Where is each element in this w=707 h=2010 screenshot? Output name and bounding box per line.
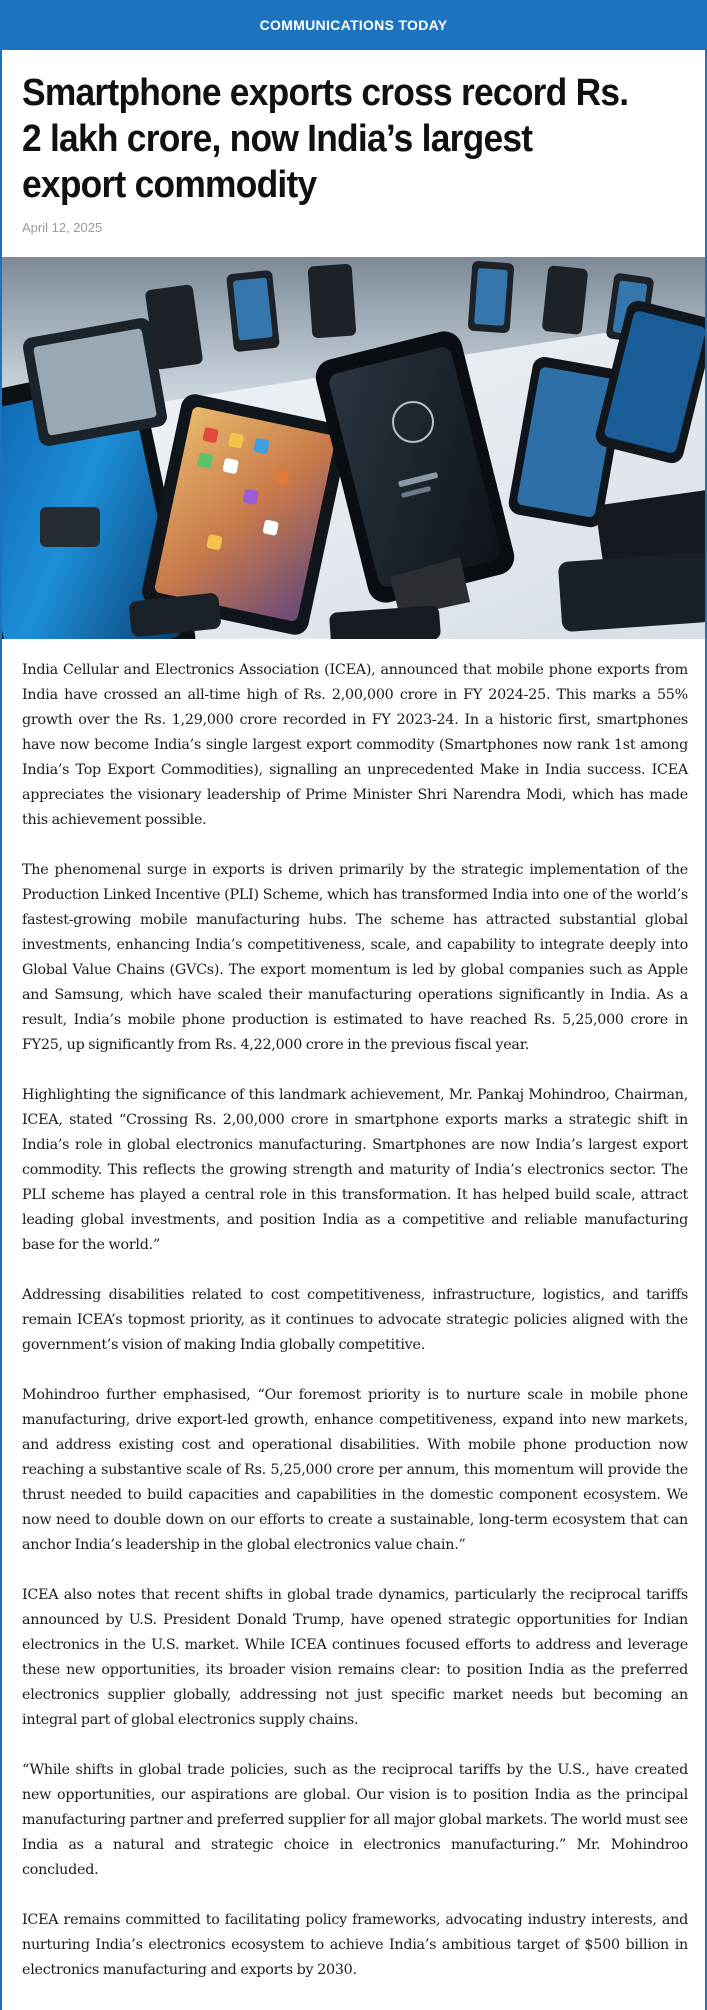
article-paragraph: Mohindroo further emphasised, “Our foremost priority is to nurture scale in mobile phone manufacturing, drive export-led growth, enhance competitiveness, expand into new markets, and address existing cost and operational disabilities. With mobile phone production now reaching a substantive scale of Rs. 5,25,000 crore per annum, this momentum will provide the thrust needed to build capacities and capabilities in the domestic component ecosystem. We now need to double down on our efforts to create a sustainable, long-term ecosystem that can anchor India’s leadership in the global electronics value chain.” [22,1387,688,1553]
site-header [0,0,707,50]
article-date: April 12, 2025 [22,220,103,235]
article-paragraph: ICEA also notes that recent shifts in global trade dynamics, particularly the reciprocal tariffs announced by U.S. President Donald Trump, have opened strategic opportunities for Indian electronics in the U.S. market. While ICEA continues focused efforts to address and leverage these new opportunities, its broader vision remains clear: to position India as the preferred electronics supplier globally, addressing not just specific market needs but becoming an integral part of global electronics supply chains. [22,1587,688,1728]
article-paragraph: ICEA remains committed to facilitating policy frameworks, advocating industry interests, and nurturing India’s electronics ecosystem to achieve India’s ambitious target of $500 billion in electronics manufacturing and exports by 2030. [22,1912,688,1978]
article-headline: Smartphone exports cross record Rs. 2 lakh crore, now India’s largest export commodity [22,72,629,206]
site-brand[interactable]: COMMUNICATIONS TODAY [259,17,448,33]
hero-image [0,257,707,639]
smartphone-display-illustration [0,257,707,639]
article-paragraph: Addressing disabilities related to cost competitiveness, infrastructure, logistics, and tariffs remain ICEA’s topmost priority, as it continues to advocate strategic policies aligned with the government’s vision of making India globally competitive. [22,1287,688,1353]
article-paragraph: India Cellular and Electronics Association (ICEA), announced that mobile phone exports from India have crossed an all-time high of Rs. 2,00,000 crore in FY 2024-25. This marks a 55% growth over the Rs. 1,29,000 crore recorded in FY 2023-24. In a historic first, smartphones have now become India’s single largest export commodity (Smartphones now rank 1st among India’s Top Export Commodities), signalling an unprecedented Make in India success. ICEA appreciates the visionary leadership of Prime Minister Shri Narendra Modi, which has made this achievement possible. [22,662,688,828]
article-body [22,658,688,2008]
article-paragraph: Highlighting the significance of this landmark achievement, Mr. Pankaj Mohindroo, Chairman, ICEA, stated “Crossing Rs. 2,00,000 crore in smartphone exports marks a strategic shift in India’s role in global electronics manufacturing. Smartphones are now India’s largest export commodity. This reflects the growing strength and maturity of India’s electronics sector. The PLI scheme has played a central role in this transformation. It has helped build scale, attract leading global investments, and position India as a competitive and reliable manufacturing base for the world.” [22,1087,688,1253]
article-paragraph: “While shifts in global trade policies, such as the reciprocal tariffs by the U.S., have created new opportunities, our aspirations are global. Our vision is to position India as the principal manufacturing partner and preferred supplier for all major global markets. The world must see India as a natural and strategic choice in electronics manufacturing.” Mr. Mohindroo concluded. [22,1762,688,1878]
article-paragraph: The phenomenal surge in exports is driven primarily by the strategic implementation of the Production Linked Incentive (PLI) Scheme, which has transformed India into one of the world’s fastest-growing mobile manufacturing hubs. The scheme has attracted substantial global investments, enhancing India’s competitiveness, scale, and capability to integrate deeply into Global Value Chains (GVCs). The export momentum is led by global companies such as Apple and Samsung, which have scaled their manufacturing operations significantly in India. As a result, India’s mobile phone production is estimated to have reached Rs. 5,25,000 crore in FY25, up significantly from Rs. 4,22,000 crore in the previous fiscal year. [22,862,688,1053]
